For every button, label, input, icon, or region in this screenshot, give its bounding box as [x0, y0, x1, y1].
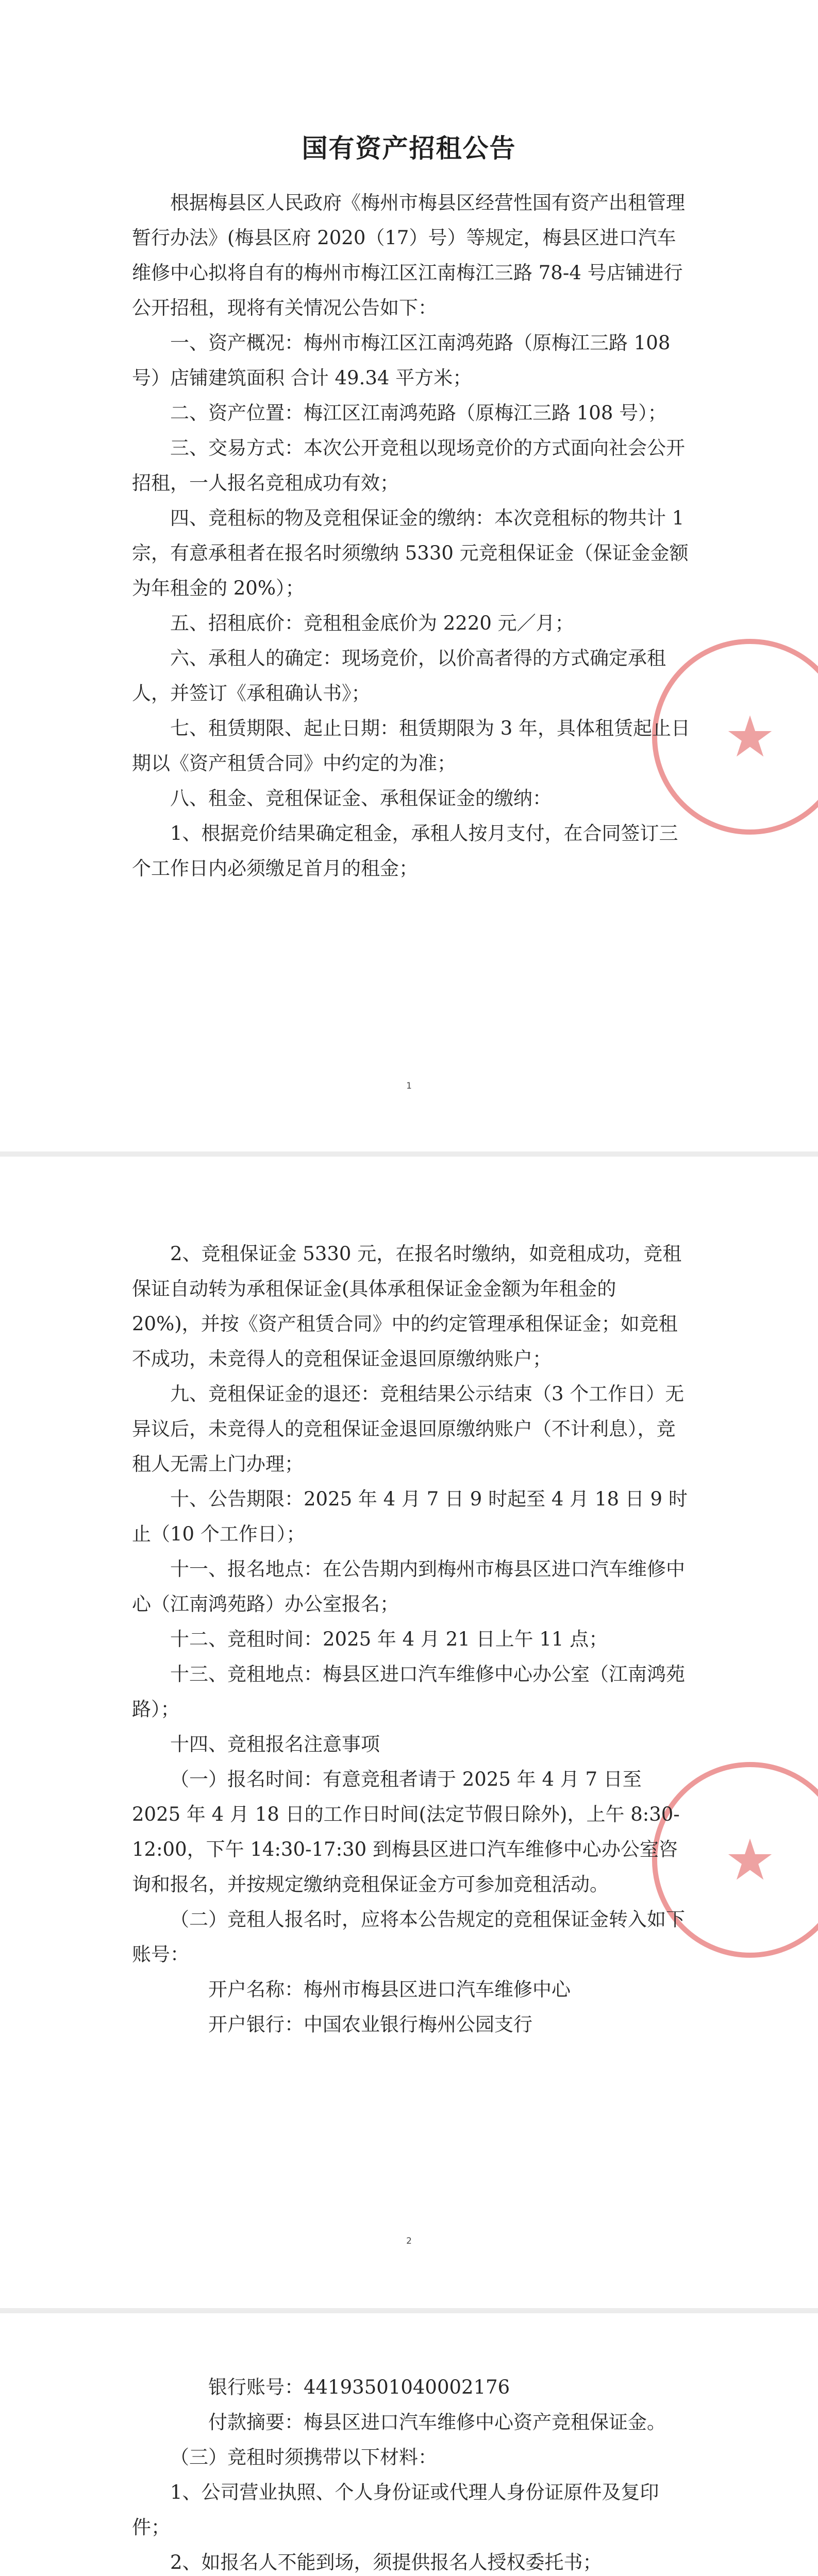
- account-number: 银行账号：44193501040002176: [208, 2376, 510, 2398]
- paragraph: 十一、报名地点：在公告期内到梅州市梅县区进口汽车维修中心（江南鸿苑路）办公室报名；: [132, 1558, 685, 1615]
- paragraph: 一、资产概况：梅州市梅江区江南鸿苑路（原梅江三路 108号）店铺建筑面积 合计 49.34 平方米；: [132, 332, 671, 389]
- page3-body: [132, 2370, 691, 2576]
- paragraph: 八、租金、竞租保证金、承租保证金的缴纳：: [170, 787, 552, 809]
- paragraph: 六、承租人的确定：现场竞价，以价高者得的方式确定承租人，并签订《承租确认书》；: [132, 647, 666, 704]
- paragraph: 十二、竞租时间：2025 年 4 月 21 日上午 11 点；: [170, 1628, 608, 1650]
- page1-body: [132, 185, 691, 886]
- seal-star-icon: ★: [724, 704, 776, 770]
- paragraph: 三、交易方式：本次公开竞租以现场竞价的方式面向社会公开招租，一人报名竞租成功有效；: [132, 437, 685, 494]
- document-page-1: [0, 0, 818, 1151]
- payment-note: 付款摘要：梅县区进口汽车维修中心资产竞租保证金。: [208, 2411, 666, 2433]
- account-name: 开户名称：梅州市梅县区进口汽车维修中心: [208, 1978, 571, 2001]
- paragraph: 二、资产位置：梅江区江南鸿苑路（原梅江三路 108 号）；: [170, 402, 667, 424]
- seal-star-icon: ★: [724, 1827, 776, 1893]
- page-number: 1: [406, 1081, 412, 1091]
- paragraph: （二）竞租人报名时，应将本公告规定的竞租保证金转入如下账号：: [132, 1908, 685, 1965]
- page2-body: [132, 1236, 691, 2042]
- paragraph: 九、竞租保证金的退还：竞租结果公示结束（3 个工作日）无异议后，未竞得人的竞租保证金退回原缴纳账户（不计利息），竞租人无需上门办理；: [132, 1383, 685, 1475]
- paragraph: 七、租赁期限、起止日期：租赁期限为 3 年，具体租赁起止日期以《资产租赁合同》中约定的为准；: [132, 717, 691, 774]
- paragraph: （一）报名时间：有意竞租者请于 2025 年 4 月 7 日至 2025 年 4 月 18 日的工作日时间(法定节假日除外)，上午 8:30-12:00，下午 14:30-17:30 到梅县区进口汽车维修中心办公室咨询和报名，并按规定缴纳竞租保证金方可参加竞租活动。: [132, 1768, 680, 1895]
- paragraph: 四、竞租标的物及竞租保证金的缴纳：本次竞租标的物共计 1 宗，有意承租者在报名时须缴纳 5330 元竞租保证金（保证金金额为年租金的 20%）；: [132, 507, 689, 599]
- account-bank: 开户银行：中国农业银行梅州公园支行: [208, 2013, 532, 2036]
- paragraph: 2、如报名人不能到场，须提供报名人授权委托书；: [170, 2551, 602, 2573]
- paragraph: 1、根据竞价结果确定租金，承租人按月支付，在合同签订三个工作日内必须缴足首月的租金；: [132, 822, 678, 879]
- paragraph: 根据梅县区人民政府《梅州市梅县区经营性国有资产出租管理暂行办法》(梅县区府 2020（17）号）等规定，梅县区进口汽车维修中心拟将自有的梅州市梅江区江南梅江三路 78-4 号店铺进行公开招租，现将有关情况公告如下：: [132, 192, 685, 319]
- paragraph: 1、公司营业执照、个人身份证或代理人身份证原件及复印件；: [132, 2481, 659, 2538]
- page-title: 国有资产招租公告: [302, 133, 516, 163]
- paragraph: 十、公告期限：2025 年 4 月 7 日 9 时起至 4 月 18 日 9 时止（10 个工作日）；: [132, 1488, 688, 1545]
- paragraph: （三）竞租时须携带以下材料：: [170, 2446, 437, 2468]
- page-number: 2: [406, 2236, 412, 2246]
- paragraph: 十四、竞租报名注意事项: [170, 1733, 380, 1755]
- paragraph: 五、招租底价：竞租租金底价为 2220 元／月；: [170, 612, 574, 634]
- paragraph: 十三、竞租地点：梅县区进口汽车维修中心办公室（江南鸿苑路）；: [132, 1663, 685, 1720]
- paragraph: 2、竞租保证金 5330 元，在报名时缴纳，如竞租成功，竞租保证自动转为承租保证金(具体承租保证金金额为年租金的 20%)，并按《资产租赁合同》中的约定管理承租保证金；如竞租不成功，未竞得人的竞租保证金退回原缴纳账户；: [132, 1243, 682, 1370]
